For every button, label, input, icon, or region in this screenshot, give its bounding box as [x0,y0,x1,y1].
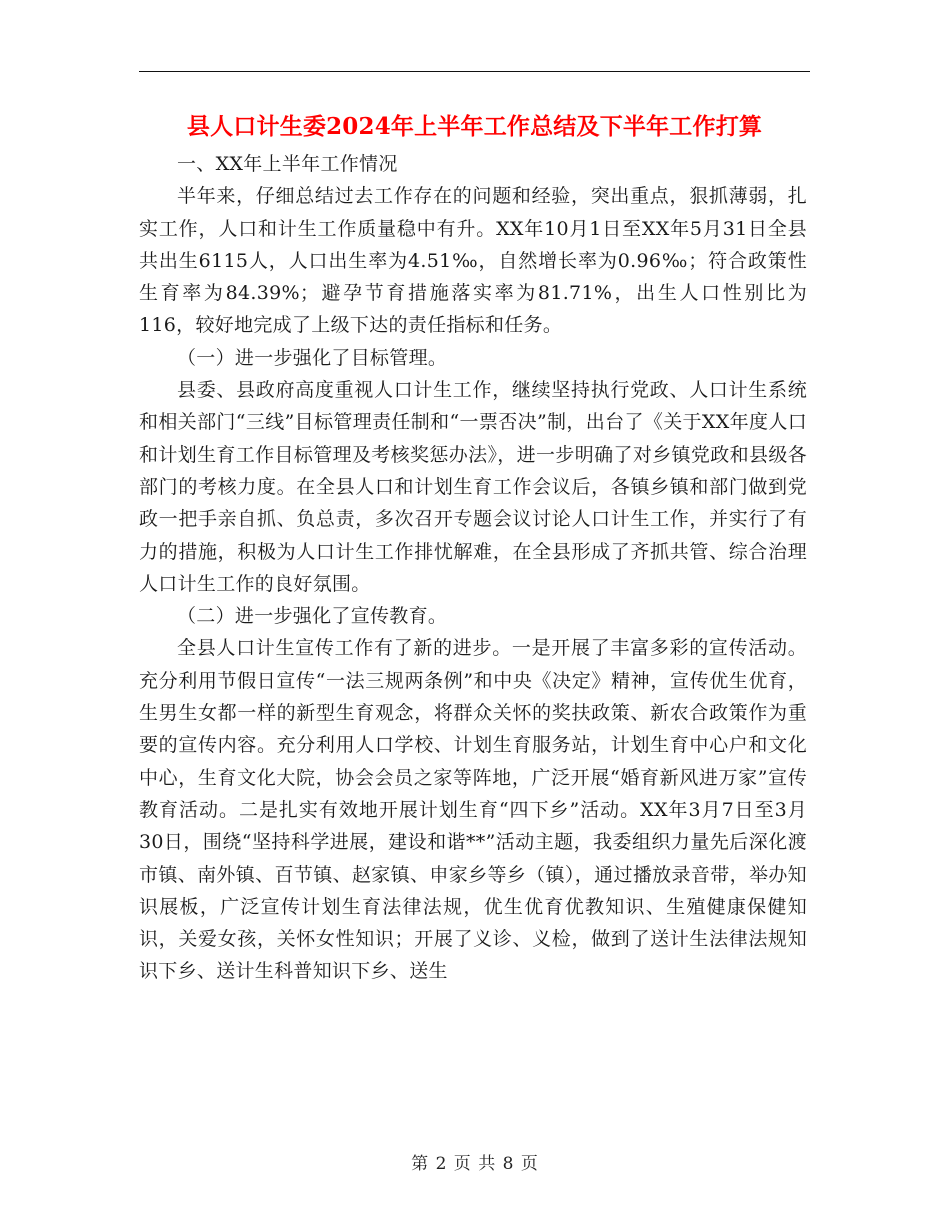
section-heading-1: 一、XX年上半年工作情况 [177,153,398,175]
document-title: 县人口计生委2024年上半年工作总结及下半年工作打算 [186,113,763,140]
header-rule [139,71,810,72]
paragraph-summary: 半年来，仔细总结过去工作存在的问题和经验，突出重点，狠抓薄弱，扎实工作，人口和计生工作质量稳中有升。XX年10月1日至XX年5月31日全县共出生6115人，人口出生率为4.51‰，自然增长率为0.96‰；符合政策性生育率为84.39%；避孕节育措施落实率为81.71%，出生人口性别比为116，较好地完成了上级下达的责任指标和任务。 [139,185,807,337]
subsection-heading-1: （一）进一步强化了目标管理。 [177,346,448,369]
paragraph-publicity-education: 全县人口计生宣传工作有了新的进步。一是开展了丰富多彩的宣传活动。充分利用节假日宣传“一法三规两条例”和中央《决定》精神，宣传优生优育，生男生女都一样的新型生育观念，将群众关怀的奖扶政策、新农合政策作为重要的宣传内容。充分利用人口学校、计划生育服务站，计划生育中心户和文化中心，生育文化大院，协会会员之家等阵地，广泛开展“婚育新风进万家”宣传教育活动。二是扎实有效地开展计划生育“四下乡”活动。XX年3月7日至3月30日，围绕“坚持科学进展，建设和谐**”活动主题，我委组织力量先后深化渡市镇、南外镇、百节镇、赵家镇、申家乡等乡（镇），通过播放录音带，举办知识展板，广泛宣传计划生育法律法规，优生优育优教知识、生殖健康保健知识，关爱女孩，关怀女性知识；开展了义诊、义检，做到了送计生法律法规知识下乡、送计生科普知识下乡、送生 [139,637,807,983]
page-number-footer: 第 2 页 共 8 页 [411,1154,539,1174]
document-body [139,148,807,988]
subsection-heading-2: （二）进一步强化了宣传教育。 [177,605,448,628]
paragraph-target-management: 县委、县政府高度重视人口计生工作，继续坚持执行党政、人口计生系统和相关部门“三线”目标管理责任制和“一票否决”制，出台了《关于XX年度人口和计划生育工作目标管理及考核奖惩办法》，进一步明确了对乡镇党政和县级各部门的考核力度。在全县人口和计划生育工作会议后，各镇乡镇和部门做到党政一把手亲自抓、负总责，多次召开专题会议讨论人口计生工作，并实行了有力的措施，积极为人口计生工作排忧解难，在全县形成了齐抓共管、综合治理人口计生工作的良好氛围。 [139,379,807,595]
